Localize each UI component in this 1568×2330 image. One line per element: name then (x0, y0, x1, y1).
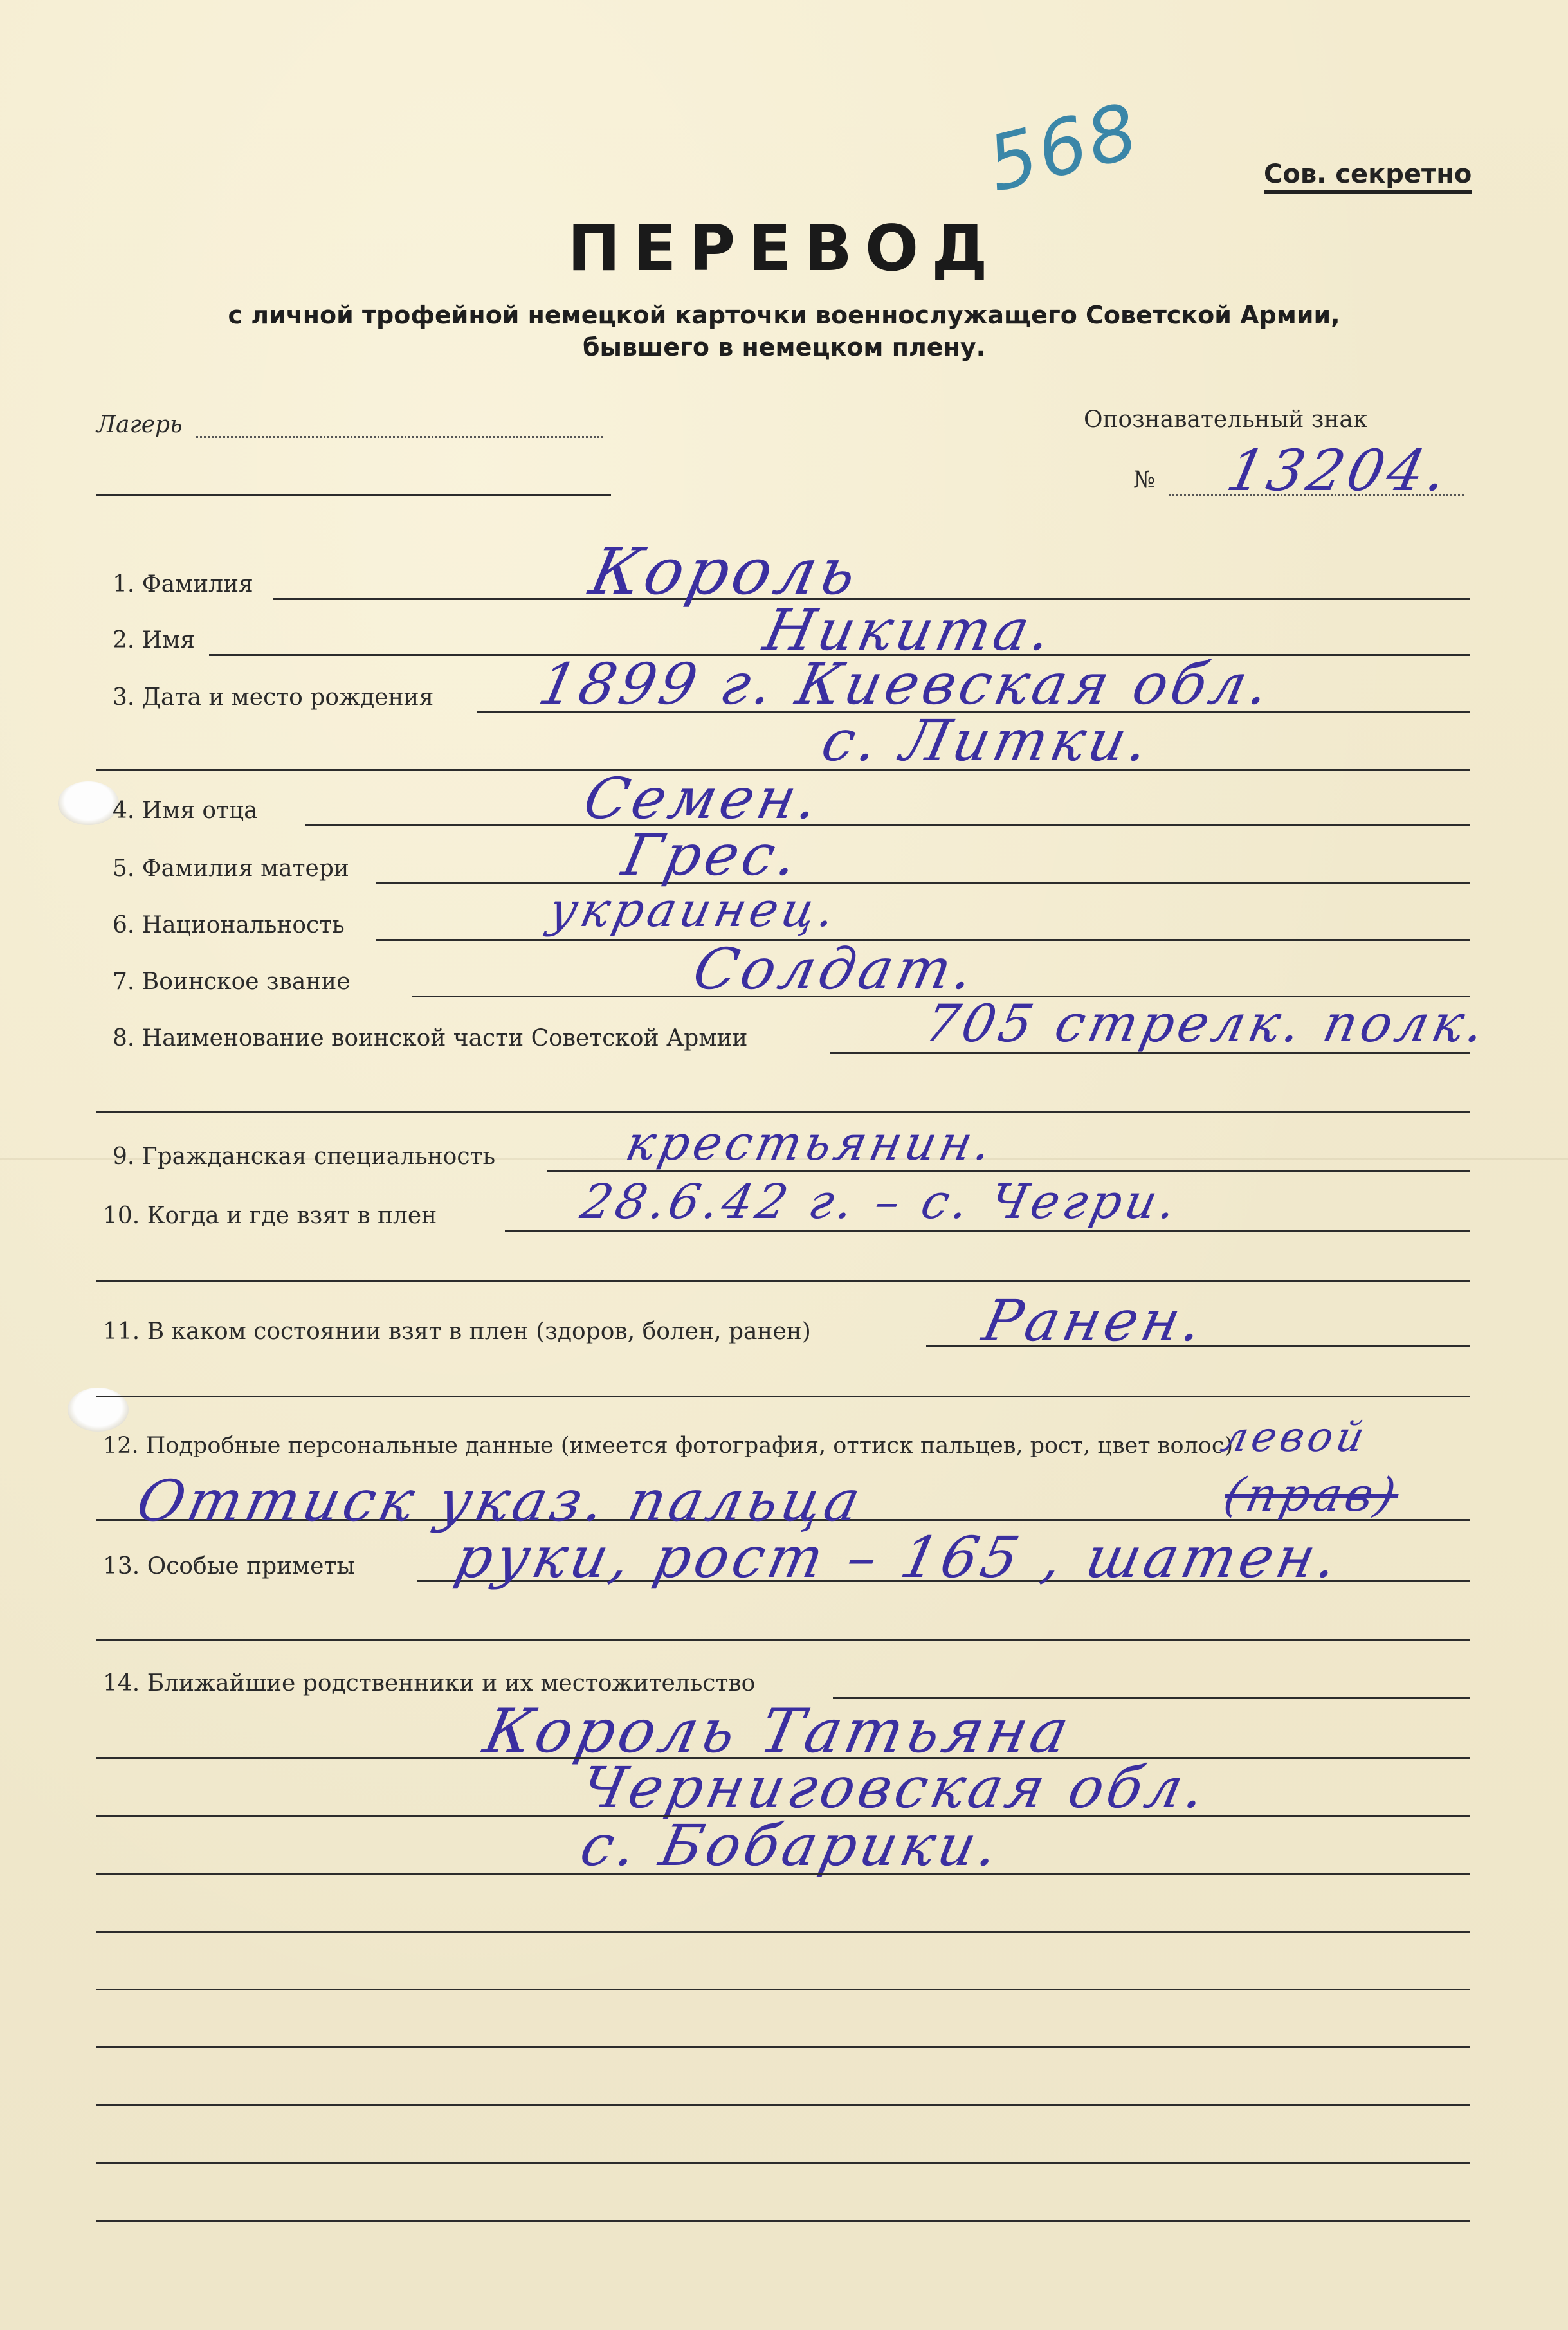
field-4-label: 4. Имя отца (113, 797, 258, 824)
blank-line-7 (96, 2046, 1470, 2048)
field-14-line-4 (96, 1873, 1470, 1875)
field-13-label: 13. Особые приметы (103, 1553, 356, 1579)
field-11-label: 11. В каком состоянии взят в плен (здоров, болен, ранен) (103, 1318, 811, 1345)
field-10-line-2 (96, 1280, 1470, 1282)
field-6-label: 6. Национальность (113, 912, 345, 938)
punch-hole-upper (58, 781, 119, 825)
camp-line-2 (96, 494, 611, 496)
field-14-value-3: с. Бобарики. (575, 1812, 1008, 1879)
field-13-line-2 (96, 1639, 1470, 1641)
blank-line-8 (96, 2104, 1470, 2106)
blank-line-9 (96, 2162, 1470, 2164)
subtitle-line-2: бывшего в немецком плену. (582, 333, 986, 361)
field-14-value-1: Король Татьяна (478, 1697, 1079, 1767)
field-10-value: 28.6.42 г. – с. Чегри. (576, 1174, 1185, 1230)
field-2-value: Никита. (758, 597, 1061, 663)
page-title: ПЕРЕВОД (567, 212, 1001, 286)
field-14-value-2: Черниговская обл. (575, 1754, 1215, 1821)
field-1-label: 1. Фамилия (113, 571, 253, 597)
field-8-value: 705 стрелк. полк. (920, 994, 1494, 1053)
classification-mark: Сов. секретно (1264, 159, 1472, 194)
field-2-label: 2. Имя (113, 627, 195, 653)
subtitle-line-1: с личной трофейной немецкой карточки военнослужащего Советской Армии, (228, 301, 1340, 329)
field-13-value: руки, рост – 165 , шатен. (450, 1524, 1347, 1590)
field-3-value-2: с. Литки. (816, 707, 1158, 774)
field-14-label: 14. Ближайшие родственники и их местожительство (103, 1670, 756, 1697)
field-1-value: Король (583, 534, 868, 609)
blank-line-10 (96, 2220, 1470, 2222)
punch-hole-lower (68, 1388, 129, 1432)
field-12-label: 12. Подробные персональные данные (имеется фотография, оттиск пальцев, рост, цвет волос) (103, 1433, 1234, 1459)
camp-dotted-line (196, 436, 603, 438)
archive-number: 568 (978, 86, 1149, 209)
field-10-label: 10. Когда и где взят в плен (103, 1203, 437, 1229)
field-4-line (305, 824, 1470, 826)
field-6-value: украинец. (543, 882, 844, 938)
blank-line-6 (96, 1989, 1470, 1990)
field-9-label: 9. Гражданская специальность (113, 1143, 496, 1170)
id-mark-label: Опознавательный знак (1084, 406, 1368, 433)
field-5-line (376, 882, 1470, 884)
field-12-value: Оттиск указ. пальца (131, 1468, 870, 1534)
id-number-label: № (1133, 467, 1156, 493)
field-11-value: Ранен. (977, 1288, 1212, 1354)
field-10-line (505, 1230, 1470, 1232)
field-5-value: Грес. (617, 822, 807, 888)
field-7-value: Солдат. (688, 936, 983, 1002)
field-3-label: 3. Дата и место рождения (113, 684, 434, 711)
field-3-value: 1899 г. Киевская обл. (533, 651, 1279, 717)
field-9-value: крестьянин. (621, 1116, 1001, 1171)
field-7-label: 7. Воинское звание (113, 969, 351, 995)
field-14-line-5 (96, 1931, 1470, 1933)
field-4-value: Семен. (578, 765, 828, 832)
field-12-value-struck: (прав) (1219, 1468, 1405, 1522)
field-12-value-above: левой (1217, 1414, 1372, 1461)
id-number-value: 13204. (1221, 437, 1457, 504)
field-5-label: 5. Фамилия матери (113, 855, 349, 882)
camp-label: Лагерь (96, 412, 183, 438)
field-8-label: 8. Наименование воинской части Советской Армии (113, 1025, 748, 1051)
field-8-line-2 (96, 1111, 1470, 1113)
field-11-line-2 (96, 1396, 1470, 1397)
